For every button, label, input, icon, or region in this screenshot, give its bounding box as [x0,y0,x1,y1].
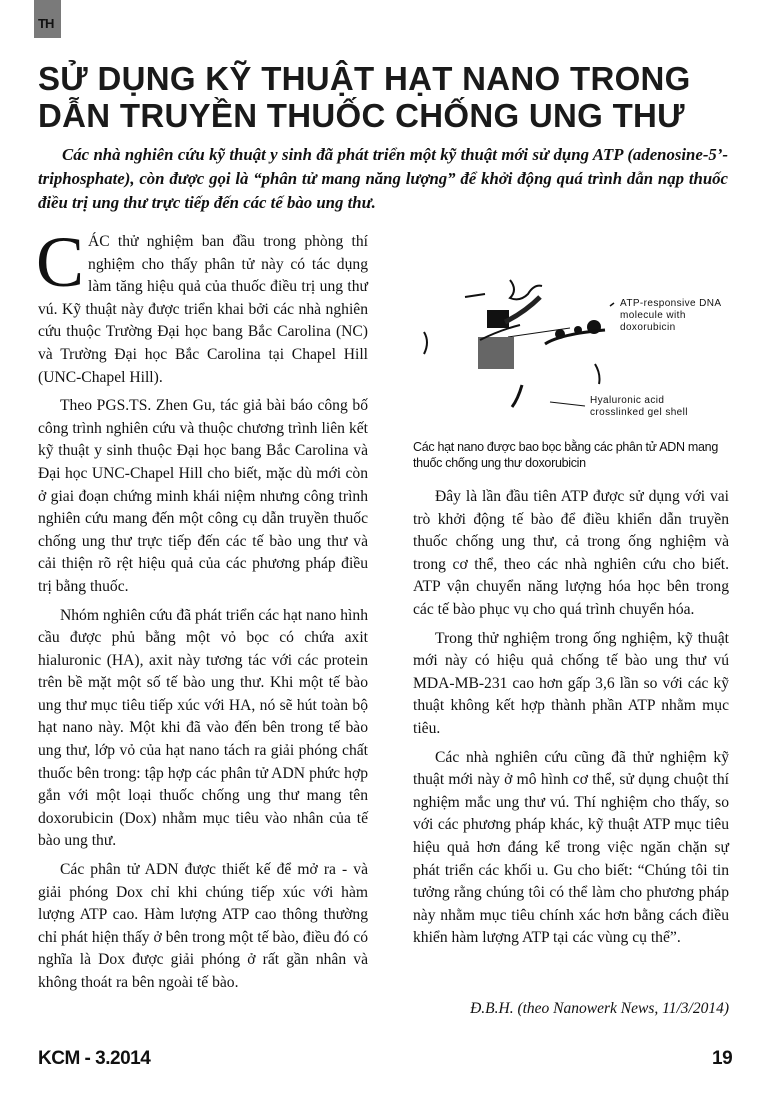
paragraph: Đây là lần đầu tiên ATP được sử dụng với vai trò khởi động tế bào để điều khiển dẫn truyền thuốc chống ung thư, cả trong ống nghiệm và trong cơ thể, theo các nhà nghiên cứu cho biết. ATP vận chuyển năng lượng hóa học bên trong các tế bào phục vụ cho quá trình chuyển hóa. [413,488,729,618]
left-column [36,222,368,1001]
paragraph [36,222,368,389]
page-number: 19 [712,1048,733,1069]
paragraph: Các phân tử ADN được thiết kế để mở ra - và giải phóng Dox chỉ khi chúng tiếp xúc với hàm lượng ATP cao. Hàm lượng ATP cao thông thường chỉ phát hiện thấy ở bên trong một tế bào, điều đó có nghĩa là Dox được giải phóng ở rất gần nhân và không thoát ra bên ngoài tế bào. [38,861,368,991]
drop-cap: C [36,222,85,302]
issue-label: KCM - 3.2014 [38,1048,151,1069]
right-column [413,486,729,956]
article-source: Đ.B.H. (theo Nanowerk News, 11/3/2014) [470,1000,729,1017]
section-tab [34,0,61,38]
paragraph: Nhóm nghiên cứu đã phát triển các hạt nano hình cầu được phủ bằng một vỏ bọc có chứa axit hialuronic (HA), axit này tương tác với các protein trên bề mặt một số tế bào ung thư. Khi một tế bào ung thư mục tiêu tiếp xúc với HA, nó sẽ hút toàn bộ hạt nano này. Một khi đã vào đến bên trong tế bào ung thư, lớp vỏ của hạt nano tách ra giải phóng chất thuốc bên trong: tập hợp các phân tử ADN phức hợp gắn với một loại thuốc chống ung thư mang tên doxorubicin (Dox) nhằm mục tiêu vào nhân của tế bào ung thư. [38,606,368,850]
paragraph: Các nhà nghiên cứu cũng đã thử nghiệm kỹ thuật mới này ở mô hình cơ thể, sử dụng chuột thí nghiệm mắc ung thư vú. Thí nghiệm cho thấy, so với các phương pháp khác, kỹ thuật ATP mục tiêu hiệu quả hơn đáng kể trong việc ngăn chặn sự phát triển các khối u. Gu cho biết: “Chúng tôi tin tưởng rằng chúng tôi có thể làm cho phương pháp này nhằm mục tiêu chính xác hơn bằng cách điều khiển hàm lượng ATP tại các vùng cụ thể”. [413,748,729,947]
nanoparticle-figure [410,252,740,432]
section-tab-label: TH [38,16,54,31]
figure-label-dna: ATP-responsive DNA molecule with doxorubicin [620,298,721,333]
article-lead: Các nhà nghiên cứu kỹ thuật y sinh đã phát triển một kỹ thuật mới sử dụng ATP (adenosine-5’-triphosphate), còn được gọi là “phân tử mang năng lượng” để khởi động quá trình dẫn nạp thuốc điều trị ung thư trực tiếp đến các tế bào ung thư. [38,145,728,212]
paragraph: Theo PGS.TS. Zhen Gu, tác giả bài báo công bố công trình nghiên cứu và thuộc chương trình liên kết kỹ thuật y sinh thuộc Đại học bang Bắc Carolina và Đại học UNC-Chapel Hill cho biết, mặc dù mới còn ở giai đoạn chứng minh khái niệm nhưng công trình nghiên cứu mang đến một công cụ dẫn truyền thuốc chống ung thư trực tiếp đến các tế bào ung thư và cải thiện rõ rệt hiệu quả của các phương pháp điều trị bằng thuốc. [38,397,368,595]
article-title: SỬ DỤNG KỸ THUẬT HẠT NANO TRONG DẪN TRUYỀN THUỐC CHỐNG UNG THƯ [38,60,691,134]
paragraph-text: ÁC thử nghiệm ban đầu trong phòng thí nghiệm cho thấy phân tử này có tác dụng làm tăng hiệu quả của thuốc điều trị ung thư vú. Kỹ thuật này được triển khai bởi các nhà nghiên cứu thuộc Trường Đại học bang Bắc Carolina (NC) và Trường Đại học Bắc Carolina tại Chapel Hill (UNC-Chapel Hill). [38,233,368,386]
figure-label-shell: Hyaluronic acid crosslinked gel shell [590,395,688,418]
paragraph: Trong thử nghiệm trong ống nghiệm, kỹ thuật mới này có hiệu quả chống tế bào ung thư vú MDA-MB-231 cao hơn gấp 3,6 lần so với các kỹ thuật không kết hợp thành phần ATP nhằm mục tiêu. [413,629,729,737]
figure-caption: Các hạt nano được bao bọc bằng các phân tử ADN mang thuốc chống ung thư doxorubicin [413,440,718,470]
